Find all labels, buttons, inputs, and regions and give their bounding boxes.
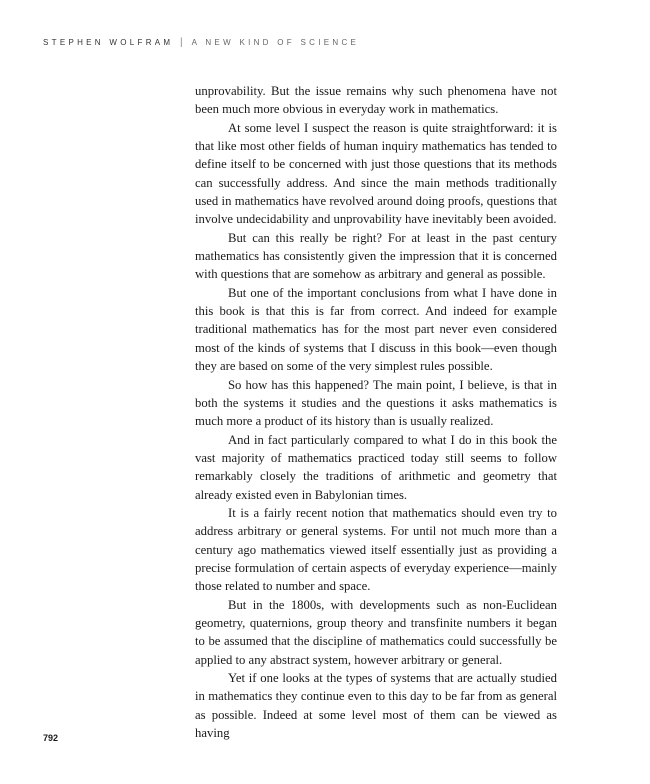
paragraph-3: But can this really be right? For at least in the past century mathematics has consistently given the impression that it is concerned with questions that are somehow as arbitrary and general as possible. [195,230,557,282]
paragraph-4: But one of the important conclusions from what I have done in this book is that this is far from correct. And indeed for example traditional mathematics has for the most part never even considered most of the kinds of systems that I discuss in this book—even though they are based on some of the very simplest rules possible. [195,285,557,374]
paragraph-1: unprovability. But the issue remains why such phenomena have not been much more obvious in everyday work in mathematics. [195,84,557,117]
running-head [43,37,359,48]
header-book-title: A NEW KIND OF SCIENCE [191,38,360,47]
header-separator: | [179,37,183,48]
paragraph-2: At some level I suspect the reason is quite straightforward: it is that like most other fields of human inquiry mathematics has tended to define itself to be concerned with just those questions that its methods can successfully address. And since the main methods traditionally used in mathematics have revolved around doing proofs, questions that involve undecidability and unprovability have inevitably been avoided. [195,120,557,227]
paragraph-8: But in the 1800s, with developments such as non-Euclidean geometry, quaternions, group theory and transfinite numbers it began to be assumed that the discipline of mathematics could successfully be applied to any abstract system, however arbitrary or general. [195,597,557,667]
paragraph-9: Yet if one looks at the types of systems that are actually studied in mathematics they continue even to this day to be far from as general as possible. Indeed at some level most of them can be viewed as having [195,671,557,741]
page-number: 792 [43,733,59,743]
header-author: STEPHEN WOLFRAM [43,38,174,47]
paragraph-6: And in fact particularly compared to what I do in this book the vast majority of mathematics practiced today still seems to follow remarkably closely the traditions of arithmetic and geometry that already existed even in Babylonian times. [195,432,557,502]
paragraph-7: It is a fairly recent notion that mathematics should even try to address arbitrary or general systems. For until not much more than a century ago mathematics viewed itself essentially just as providing a precise formulation of certain aspects of everyday experience—mainly those related to number and space. [195,505,557,594]
body-text [195,82,557,742]
paragraph-5: So how has this happened? The main point, I believe, is that in both the systems it studies and the questions it asks mathematics is much more a product of its history than is usually realized. [195,377,557,429]
